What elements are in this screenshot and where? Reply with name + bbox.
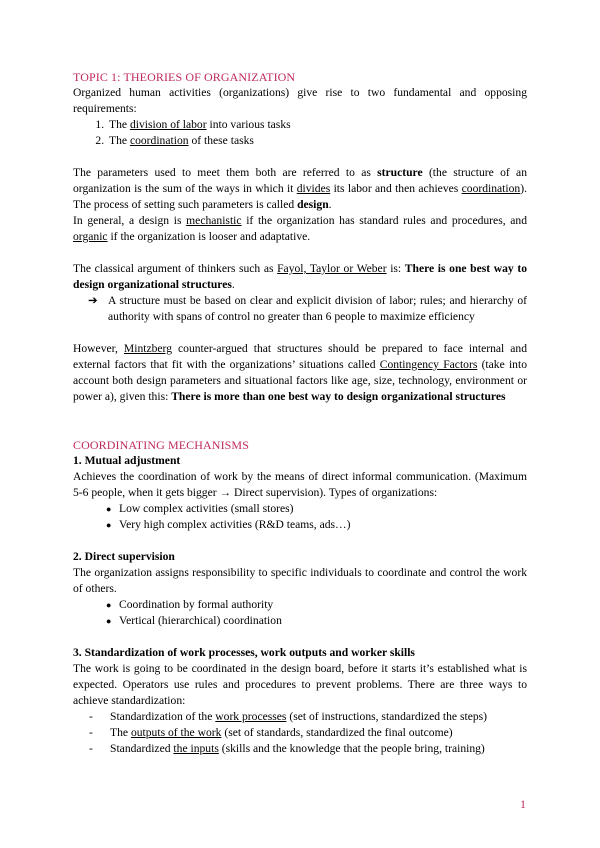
underlined-term: Mintzberg [123, 342, 173, 355]
structure-paragraph: The parameters used to meet them both are referred to as structure (the structure of an organization is the sum of the ways in which it divides its labor and then achieves coordination). The process of setting such parameters is called design. [73, 166, 527, 211]
list-item: ● Very high complex activities (R&D teams, ads…) [106, 517, 527, 533]
underlined-term: divides [296, 182, 331, 195]
dash-list [73, 709, 527, 757]
list-item: ● Vertical (hierarchical) coordination [106, 613, 527, 629]
underlined-term: outputs of the work [130, 726, 222, 739]
underlined-term: coordination [461, 182, 521, 195]
list-item: 1. The division of labor into various tasks [107, 117, 527, 133]
underlined-term: Contingency Factors [379, 358, 478, 371]
document-page [73, 69, 527, 757]
section-heading: COORDINATING MECHANISMS [73, 438, 249, 452]
list-item: - Standardization of the work processes (set of instructions, standardized the steps) [89, 709, 527, 725]
underlined-term: coordination [129, 134, 189, 147]
bullet-list [73, 597, 527, 629]
subsection-title: 2. Direct supervision [73, 550, 175, 563]
requirements-list [73, 117, 527, 149]
underlined-term: division of labor [129, 118, 207, 131]
underlined-term: the inputs [173, 742, 219, 755]
underlined-term: work processes [215, 710, 287, 723]
list-item: - The outputs of the work (set of standards, standardized the final outcome) [89, 725, 527, 741]
subsection-title: 1. Mutual adjustment [73, 454, 181, 467]
subsection-body: The work is going to be coordinated in the design board, before it starts it’s established what is expected. Operators use rules and procedures to prevent problems. There are three ways to achieve standardization: [73, 662, 527, 707]
subsection-body: Achieves the coordination of work by the means of direct informal communication. (Maximum 5-6 people, when it gets bigger → Direct supervision). Types of organizations: [73, 470, 527, 499]
bold-term: structure [377, 166, 423, 179]
underlined-term: organic [73, 230, 108, 243]
page-number: 1 [520, 797, 526, 811]
list-item: ● Coordination by formal authority [106, 597, 527, 613]
arrow-icon: ➔ [88, 294, 98, 307]
bold-term: There is one best way to design organizational structures [73, 262, 527, 291]
intro-paragraph: Organized human activities (organizations) give rise to two fundamental and opposing requirements: [73, 86, 527, 115]
mintzberg-paragraph: However, Mintzberg counter-argued that structures should be prepared to face internal and external factors that fit with the organizations’ situations called Contingency Factors (take into account both design parameters and situational factors like age, size, technology, environment or power a), given this: There is more than one best way to design organizational structures [73, 342, 527, 403]
subsection-body: The organization assigns responsibility to specific individuals to coordinate and control the work of others. [73, 566, 527, 595]
bold-term: There is more than one best way to design organizational structures [171, 390, 506, 403]
list-item: ● Low complex activities (small stores) [106, 501, 527, 517]
bold-term: design [297, 198, 329, 211]
page-title: TOPIC 1: THEORIES OF ORGANIZATION [73, 70, 296, 84]
design-types-paragraph: In general, a design is mechanistic if the organization has standard rules and procedures, and organic if the organization is looser and adaptative. [73, 214, 528, 243]
list-item: - Standardized the inputs (skills and the knowledge that the people bring, training) [89, 741, 527, 757]
underlined-term: mechanistic [186, 214, 242, 227]
list-item: 2. The coordination of these tasks [107, 133, 527, 149]
underlined-term: Fayol, Taylor or Weber [277, 262, 387, 275]
bullet-list [73, 501, 527, 533]
subsection-title: 3. Standardization of work processes, work outputs and worker skills [73, 646, 415, 659]
arrow-bullet: ➔ A structure must be based on clear and explicit division of labor; rules; and hierarchy of authority with spans of control no greater than 6 people to maximize efficiency [88, 294, 527, 323]
classical-paragraph: The classical argument of thinkers such as Fayol, Taylor or Weber is: There is one best way to design organizational structures. [73, 262, 527, 291]
